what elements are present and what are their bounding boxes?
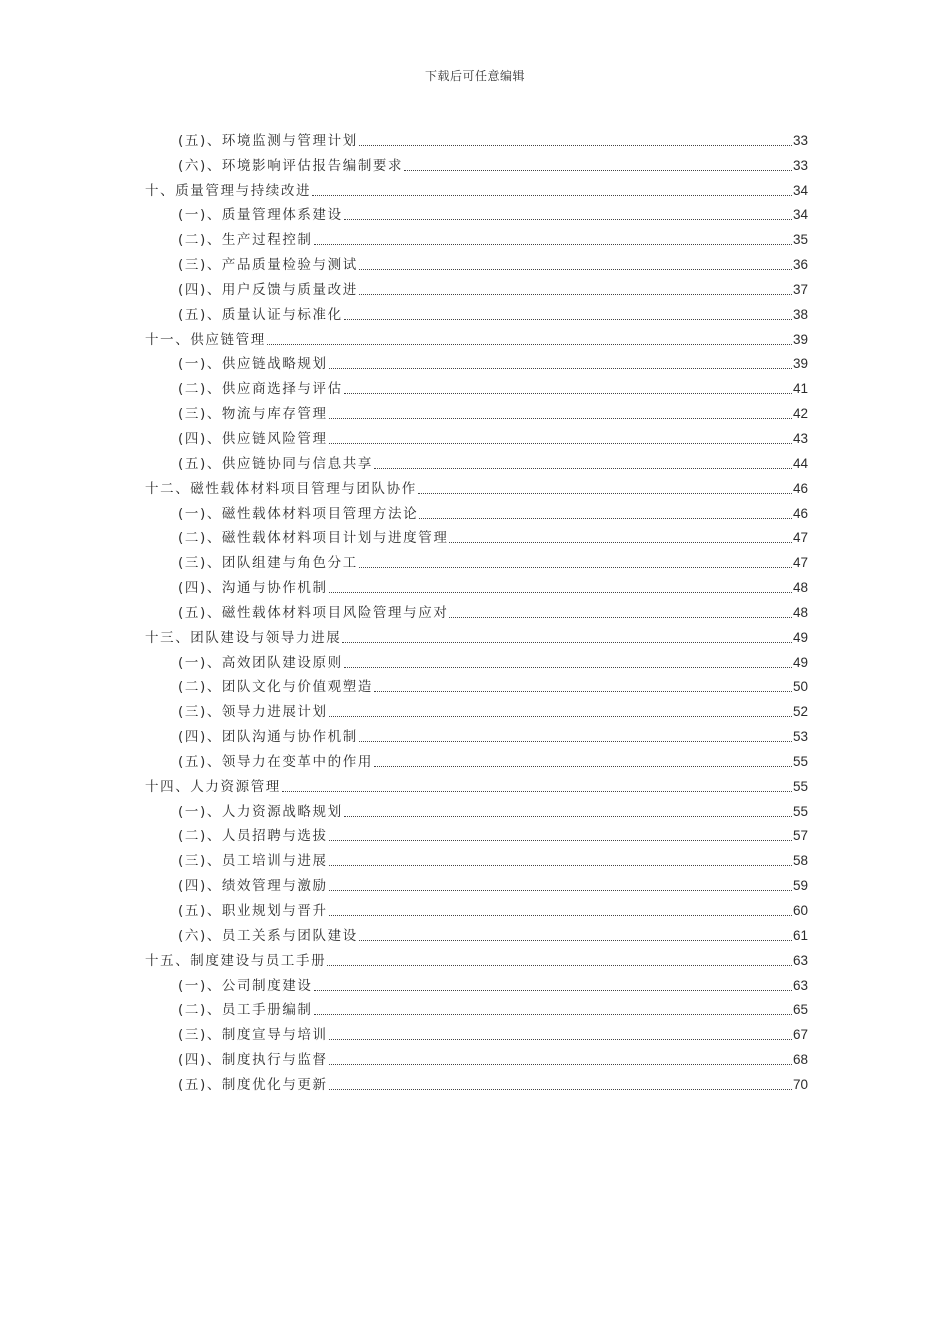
toc-section-entry[interactable] <box>145 1019 808 1044</box>
toc-page-number: 34 <box>792 182 808 198</box>
toc-page-number: 35 <box>792 232 808 248</box>
toc-section-entry[interactable] <box>145 895 808 920</box>
toc-entry-title: (一)、公司制度建设 <box>178 977 313 994</box>
toc-dot-leader <box>359 939 792 941</box>
toc-page-number: 55 <box>792 753 808 769</box>
toc-entry-title: (二)、团队文化与价值观塑造 <box>178 679 373 696</box>
page-header: 下载后可任意编辑 <box>424 69 525 83</box>
toc-section-entry[interactable] <box>145 995 808 1020</box>
toc-page-number: 49 <box>792 629 808 645</box>
toc-page-number: 58 <box>792 853 808 869</box>
toc-section-entry[interactable] <box>145 920 808 945</box>
toc-chapter-entry[interactable] <box>145 622 808 647</box>
toc-dot-leader <box>329 914 792 916</box>
toc-section-entry[interactable] <box>145 398 808 423</box>
table-of-contents <box>145 125 808 1094</box>
toc-page-number: 44 <box>792 455 808 471</box>
toc-entry-title: 十三、团队建设与领导力进展 <box>145 629 342 646</box>
toc-chapter-entry[interactable] <box>145 945 808 970</box>
toc-page-number: 53 <box>792 729 808 745</box>
toc-entry-title: (六)、环境影响评估报告编制要求 <box>178 157 404 174</box>
toc-dot-leader <box>329 1063 792 1065</box>
toc-section-entry[interactable] <box>145 125 808 150</box>
toc-dot-leader <box>344 392 792 394</box>
toc-entry-title: (四)、沟通与协作机制 <box>178 580 328 597</box>
toc-dot-leader <box>282 790 792 792</box>
toc-section-entry[interactable] <box>145 1044 808 1069</box>
toc-section-entry[interactable] <box>145 870 808 895</box>
toc-entry-title: (四)、绩效管理与激励 <box>178 878 328 895</box>
toc-section-entry[interactable] <box>145 299 808 324</box>
toc-page-number: 65 <box>792 1002 808 1018</box>
toc-dot-leader <box>374 765 792 767</box>
toc-page-number: 42 <box>792 406 808 422</box>
toc-section-entry[interactable] <box>145 796 808 821</box>
toc-dot-leader <box>312 194 792 196</box>
toc-entry-title: (四)、制度执行与监督 <box>178 1052 328 1069</box>
toc-chapter-entry[interactable] <box>145 473 808 498</box>
toc-section-entry[interactable] <box>145 970 808 995</box>
toc-section-entry[interactable] <box>145 845 808 870</box>
toc-dot-leader <box>329 417 792 419</box>
toc-entry-title: (一)、供应链战略规划 <box>178 356 328 373</box>
toc-entry-title: (四)、供应链风险管理 <box>178 430 328 447</box>
toc-page-number: 34 <box>792 207 808 223</box>
toc-entry-title: (二)、供应商选择与评估 <box>178 381 343 398</box>
toc-section-entry[interactable] <box>145 647 808 672</box>
toc-page-number: 46 <box>792 480 808 496</box>
toc-page-number: 37 <box>792 281 808 297</box>
toc-page-number: 47 <box>792 555 808 571</box>
toc-dot-leader <box>419 517 792 519</box>
toc-page-number: 47 <box>792 530 808 546</box>
toc-dot-leader <box>344 218 792 220</box>
toc-dot-leader <box>329 1088 792 1090</box>
toc-entry-title: (五)、环境监测与管理计划 <box>178 132 358 149</box>
toc-entry-title: 十一、供应链管理 <box>145 331 266 348</box>
toc-dot-leader <box>449 616 792 618</box>
toc-entry-title: 十、质量管理与持续改进 <box>145 182 312 199</box>
toc-section-entry[interactable] <box>145 721 808 746</box>
toc-section-entry[interactable] <box>145 498 808 523</box>
toc-section-entry[interactable] <box>145 249 808 274</box>
toc-page-number: 41 <box>792 381 808 397</box>
toc-entry-title: (二)、人员招聘与选拔 <box>178 828 328 845</box>
toc-page-number: 33 <box>792 157 808 173</box>
toc-entry-title: (二)、磁性载体材料项目计划与进度管理 <box>178 530 449 547</box>
toc-entry-title: (三)、物流与库存管理 <box>178 406 328 423</box>
toc-dot-leader <box>418 492 792 494</box>
toc-page-number: 33 <box>792 132 808 148</box>
toc-section-entry[interactable] <box>145 224 808 249</box>
toc-dot-leader <box>267 343 792 345</box>
toc-page-number: 63 <box>792 977 808 993</box>
toc-section-entry[interactable] <box>145 448 808 473</box>
toc-page-number: 52 <box>792 704 808 720</box>
toc-section-entry[interactable] <box>145 373 808 398</box>
toc-chapter-entry[interactable] <box>145 324 808 349</box>
toc-page-number: 67 <box>792 1027 808 1043</box>
toc-dot-leader <box>449 541 792 543</box>
toc-section-entry[interactable] <box>145 572 808 597</box>
toc-section-entry[interactable] <box>145 672 808 697</box>
toc-dot-leader <box>344 815 792 817</box>
toc-section-entry[interactable] <box>145 423 808 448</box>
toc-dot-leader <box>314 989 792 991</box>
toc-page-number: 46 <box>792 505 808 521</box>
toc-entry-title: 十五、制度建设与员工手册 <box>145 952 327 969</box>
toc-dot-leader <box>329 864 792 866</box>
toc-entry-title: 十四、人力资源管理 <box>145 778 281 795</box>
toc-dot-leader <box>329 442 792 444</box>
toc-page-number: 61 <box>792 927 808 943</box>
toc-chapter-entry[interactable] <box>145 175 808 200</box>
toc-section-entry[interactable] <box>145 150 808 175</box>
toc-entry-title: (六)、员工关系与团队建设 <box>178 927 358 944</box>
toc-entry-title: (三)、制度宣导与培训 <box>178 1027 328 1044</box>
toc-dot-leader <box>359 144 792 146</box>
toc-dot-leader <box>314 243 792 245</box>
toc-section-entry[interactable] <box>145 349 808 374</box>
toc-dot-leader <box>327 964 792 966</box>
toc-section-entry[interactable] <box>145 696 808 721</box>
toc-page-number: 38 <box>792 306 808 322</box>
toc-page-number: 55 <box>792 803 808 819</box>
toc-entry-title: 十二、磁性载体材料项目管理与团队协作 <box>145 480 417 497</box>
toc-dot-leader <box>314 1013 792 1015</box>
toc-dot-leader <box>329 839 792 841</box>
toc-entry-title: (五)、领导力在变革中的作用 <box>178 753 373 770</box>
toc-section-entry[interactable] <box>145 746 808 771</box>
toc-dot-leader <box>344 318 792 320</box>
toc-dot-leader <box>342 641 792 643</box>
toc-page-number: 59 <box>792 878 808 894</box>
toc-dot-leader <box>329 1038 792 1040</box>
toc-entry-title: (一)、人力资源战略规划 <box>178 803 343 820</box>
toc-dot-leader <box>329 367 792 369</box>
toc-section-entry[interactable] <box>145 547 808 572</box>
toc-section-entry[interactable] <box>145 523 808 548</box>
toc-entry-title: (三)、产品质量检验与测试 <box>178 257 358 274</box>
toc-page-number: 48 <box>792 604 808 620</box>
toc-page-number: 43 <box>792 430 808 446</box>
toc-dot-leader <box>344 666 792 668</box>
toc-entry-title: (五)、供应链协同与信息共享 <box>178 455 373 472</box>
toc-page-number: 63 <box>792 952 808 968</box>
toc-entry-title: (三)、员工培训与进展 <box>178 853 328 870</box>
toc-page-number: 70 <box>792 1076 808 1092</box>
toc-page-number: 49 <box>792 654 808 670</box>
toc-page-number: 57 <box>792 828 808 844</box>
toc-section-entry[interactable] <box>145 821 808 846</box>
toc-page-number: 55 <box>792 778 808 794</box>
toc-section-entry[interactable] <box>145 597 808 622</box>
toc-entry-title: (二)、员工手册编制 <box>178 1002 313 1019</box>
toc-dot-leader <box>329 715 792 717</box>
toc-entry-title: (一)、质量管理体系建设 <box>178 207 343 224</box>
toc-entry-title: (四)、用户反馈与质量改进 <box>178 281 358 298</box>
toc-page-number: 39 <box>792 331 808 347</box>
toc-entry-title: (三)、领导力进展计划 <box>178 704 328 721</box>
toc-section-entry[interactable] <box>145 1069 808 1094</box>
toc-section-entry[interactable] <box>145 274 808 299</box>
toc-chapter-entry[interactable] <box>145 771 808 796</box>
toc-entry-title: (五)、职业规划与晋升 <box>178 903 328 919</box>
toc-entry-title: (五)、制度优化与更新 <box>178 1076 328 1093</box>
toc-page-number: 68 <box>792 1052 808 1068</box>
toc-page-number: 36 <box>792 257 808 273</box>
toc-page-number: 39 <box>792 356 808 372</box>
toc-dot-leader <box>329 889 792 891</box>
toc-entry-title: (一)、磁性载体材料项目管理方法论 <box>178 505 419 522</box>
toc-dot-leader <box>404 169 792 171</box>
toc-dot-leader <box>359 740 792 742</box>
toc-section-entry[interactable] <box>145 200 808 225</box>
toc-entry-title: (五)、磁性载体材料项目风险管理与应对 <box>178 604 449 621</box>
toc-dot-leader <box>329 591 792 593</box>
toc-page-number: 48 <box>792 580 808 596</box>
toc-entry-title: (五)、质量认证与标准化 <box>178 306 343 323</box>
toc-entry-title: (三)、团队组建与角色分工 <box>178 555 358 572</box>
toc-dot-leader <box>374 690 792 692</box>
toc-dot-leader <box>359 268 792 270</box>
toc-page-number: 60 <box>792 903 808 918</box>
toc-dot-leader <box>359 566 792 568</box>
toc-dot-leader <box>374 467 792 469</box>
toc-entry-title: (一)、高效团队建设原则 <box>178 654 343 671</box>
toc-entry-title: (二)、生产过程控制 <box>178 232 313 249</box>
toc-dot-leader <box>359 293 792 295</box>
toc-entry-title: (四)、团队沟通与协作机制 <box>178 729 358 746</box>
toc-page-number: 50 <box>792 679 808 695</box>
